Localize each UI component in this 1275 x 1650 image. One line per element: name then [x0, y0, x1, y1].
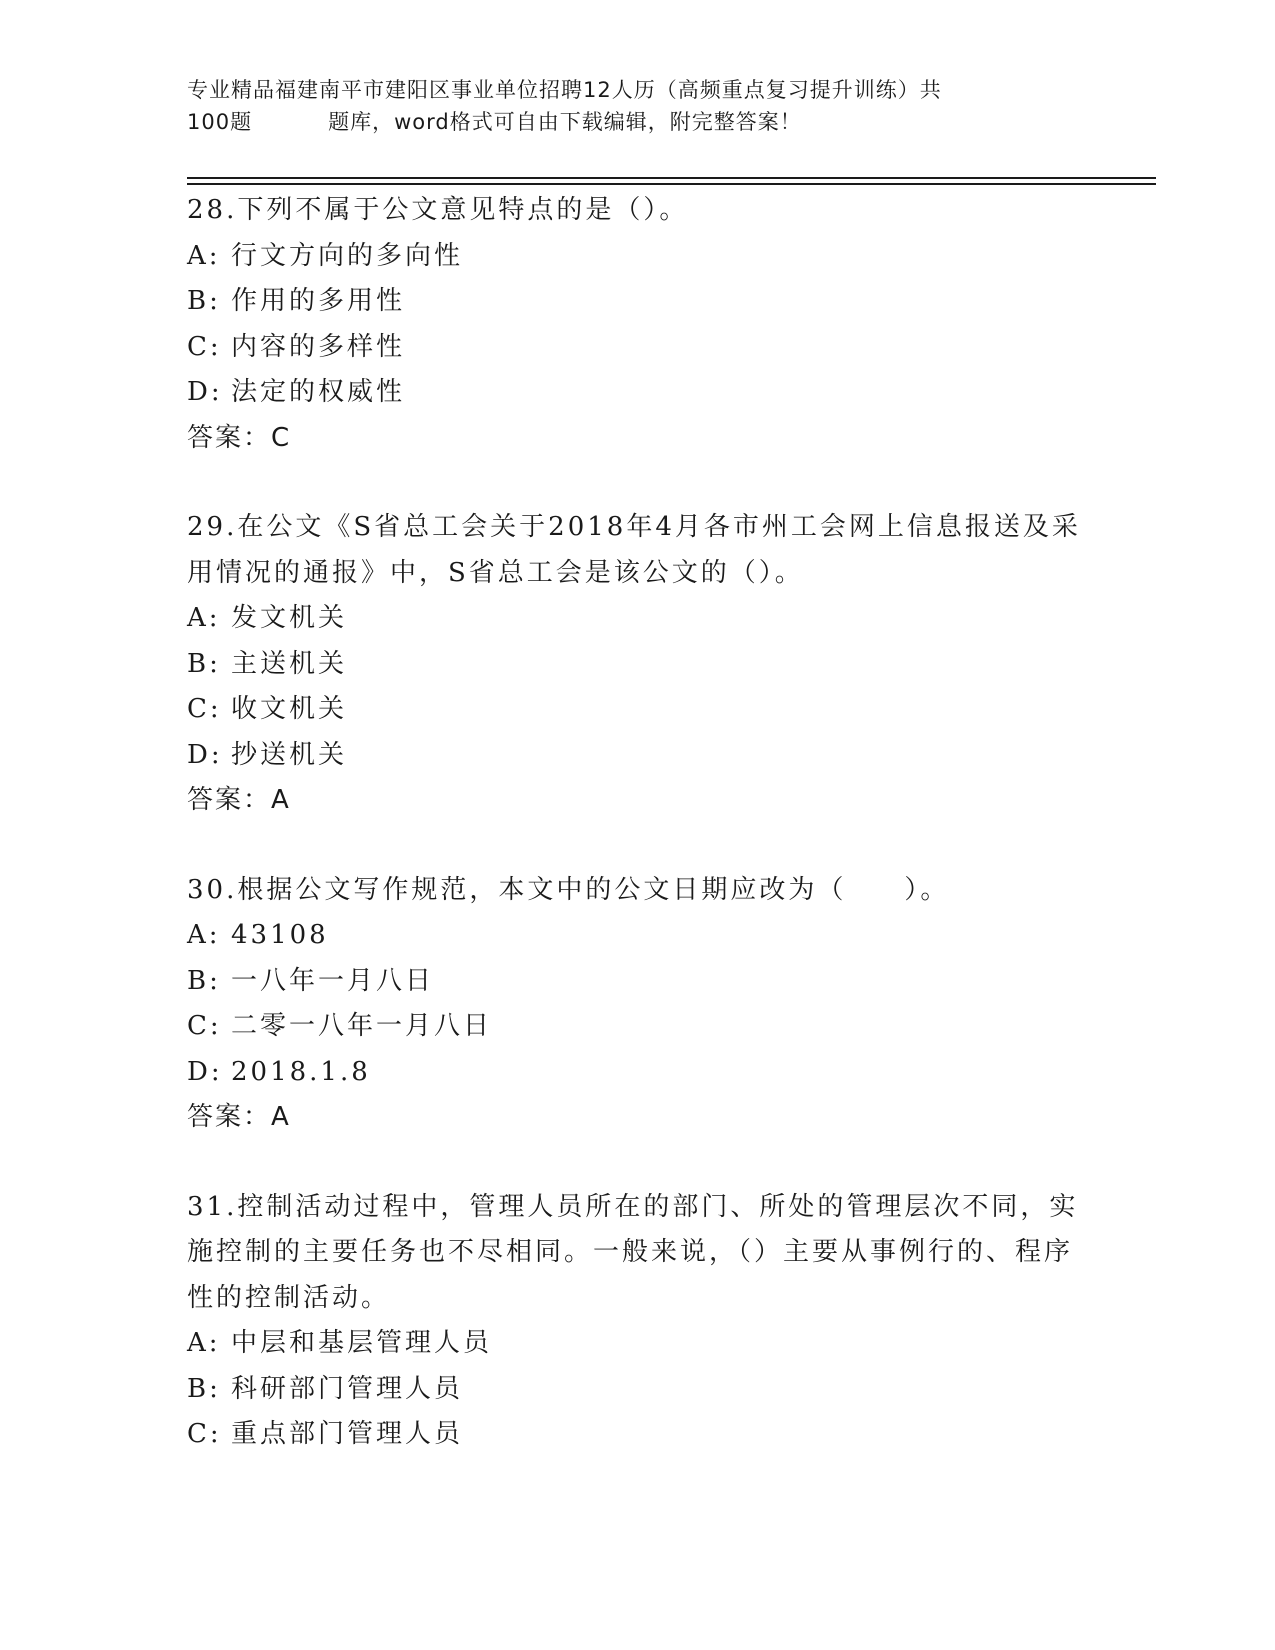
- option-text: 行文方向的多向性: [231, 240, 464, 271]
- question-29: [187, 505, 1087, 824]
- header-count: 100题: [187, 110, 253, 134]
- option-b: [187, 642, 1087, 688]
- option-text: 内容的多样性: [231, 331, 406, 362]
- option-text: 中层和基层管理人员: [231, 1328, 493, 1358]
- option-key: B:: [187, 965, 221, 996]
- question-30: [187, 868, 1087, 1141]
- header-line-1: 专业精品福建南平市建阳区事业单位招聘12人历（高频重点复习提升训练）共: [187, 78, 942, 102]
- option-text: 重点部门管理人员: [231, 1419, 464, 1449]
- header-divider-top: [187, 177, 1156, 179]
- option-key: C:: [187, 694, 222, 724]
- option-text: 二零一八年一月八日: [231, 1011, 493, 1041]
- question-text: 31.控制活动过程中，管理人员所在的部门、所处的管理层次不同，实施控制的主要任务也不尽相同。一般来说，（）主要从事例行的、程序性的控制活动。: [187, 1191, 1079, 1313]
- question-list: [187, 188, 1087, 1502]
- option-d: [187, 370, 1087, 416]
- option-c: [187, 1412, 1087, 1458]
- option-key: A:: [187, 240, 221, 271]
- option-c: [187, 325, 1087, 371]
- question-text: 30.根据公文写作规范，本文中的公文日期应改为（ ）。: [187, 874, 950, 905]
- option-text: 2018.1.8: [231, 1056, 371, 1087]
- option-a: [187, 596, 1087, 642]
- option-a: [187, 234, 1087, 280]
- header-line-2: [187, 106, 1087, 138]
- option-text: 收文机关: [231, 694, 348, 724]
- option-b: [187, 1367, 1087, 1413]
- option-key: B:: [187, 1373, 221, 1404]
- option-key: D:: [187, 377, 223, 407]
- option-text: 发文机关: [231, 603, 348, 633]
- answer-line: 答案：A: [187, 1102, 291, 1132]
- option-key: D:: [187, 739, 223, 770]
- option-text: 43108: [231, 920, 329, 950]
- header-divider-bottom: [187, 183, 1156, 185]
- option-c: [187, 687, 1087, 733]
- option-text: 作用的多用性: [231, 286, 406, 316]
- option-a: [187, 913, 1087, 959]
- option-key: B:: [187, 286, 221, 316]
- question-text: 29.在公文《S省总工会关于2018年4月各市州工会网上信息报送及采用情况的通报》中，S省总工会是该公文的（）。: [187, 512, 1081, 588]
- option-key: C:: [187, 331, 222, 362]
- option-text: 科研部门管理人员: [231, 1373, 464, 1404]
- option-b: [187, 279, 1087, 325]
- question-text: 28.下列不属于公文意见特点的是（）。: [187, 195, 689, 225]
- option-key: C:: [187, 1419, 222, 1449]
- option-text: 一八年一月八日: [231, 965, 435, 996]
- option-c: [187, 1004, 1087, 1050]
- option-key: D:: [187, 1056, 223, 1087]
- answer-line: 答案：C: [187, 422, 292, 453]
- option-d: [187, 733, 1087, 779]
- option-key: B:: [187, 648, 221, 679]
- answer-line: 答案：A: [187, 785, 291, 815]
- option-text: 主送机关: [231, 648, 348, 679]
- option-text: 法定的权威性: [231, 377, 406, 407]
- option-key: A:: [187, 603, 221, 633]
- option-a: [187, 1321, 1087, 1367]
- document-header: [187, 74, 1087, 138]
- option-b: [187, 959, 1087, 1005]
- option-key: C:: [187, 1011, 222, 1041]
- header-description: 题库，word格式可自由下载编辑，附完整答案！: [328, 110, 802, 134]
- option-text: 抄送机关: [231, 739, 348, 770]
- option-key: A:: [187, 1328, 221, 1358]
- question-28: [187, 188, 1087, 461]
- option-d: [187, 1050, 1087, 1096]
- option-key: A:: [187, 920, 221, 950]
- question-31: [187, 1185, 1087, 1458]
